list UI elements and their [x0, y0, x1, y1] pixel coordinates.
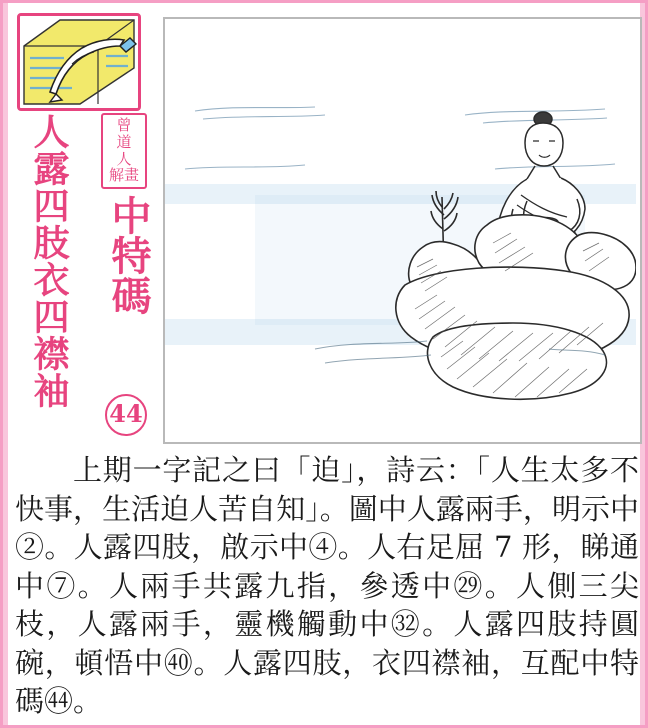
vertical-title: 人露四肢衣四襟袖: [28, 113, 70, 409]
hand-writing-icon: [20, 16, 138, 108]
columnist-stamp: [101, 113, 147, 189]
article-body: [15, 451, 639, 721]
publisher-logo: [17, 13, 141, 111]
illustration-panel: [163, 17, 642, 444]
headline-vertical: 中特碼: [105, 195, 152, 315]
stamp-line-2: 道: [116, 132, 132, 151]
stamp-line-4: 解畫: [108, 166, 139, 185]
special-number-badge: 44: [105, 394, 147, 436]
stamp-line-1: 曾: [116, 116, 132, 134]
header-area: [3, 3, 645, 443]
stamp-line-3: 人: [116, 149, 132, 168]
article-paragraph: 上期一字記之曰「迫」，詩云：「人生太多不快事，生活迫人苦自知」。圖中人露兩手，明示中②。人露四肢，啟示中④。人右足屈 7 形，睇通中⑦。人兩手共露九指，參透中㉙。人側三尖枝，人露兩手，靈機觸動中㉜。人露四肢持圓碗，頓悟中㊵。人露四肢，衣四襟袖，互配中特碼㊹。: [15, 453, 639, 719]
title-column: [9, 9, 157, 439]
illustration-drawing: [165, 19, 636, 438]
